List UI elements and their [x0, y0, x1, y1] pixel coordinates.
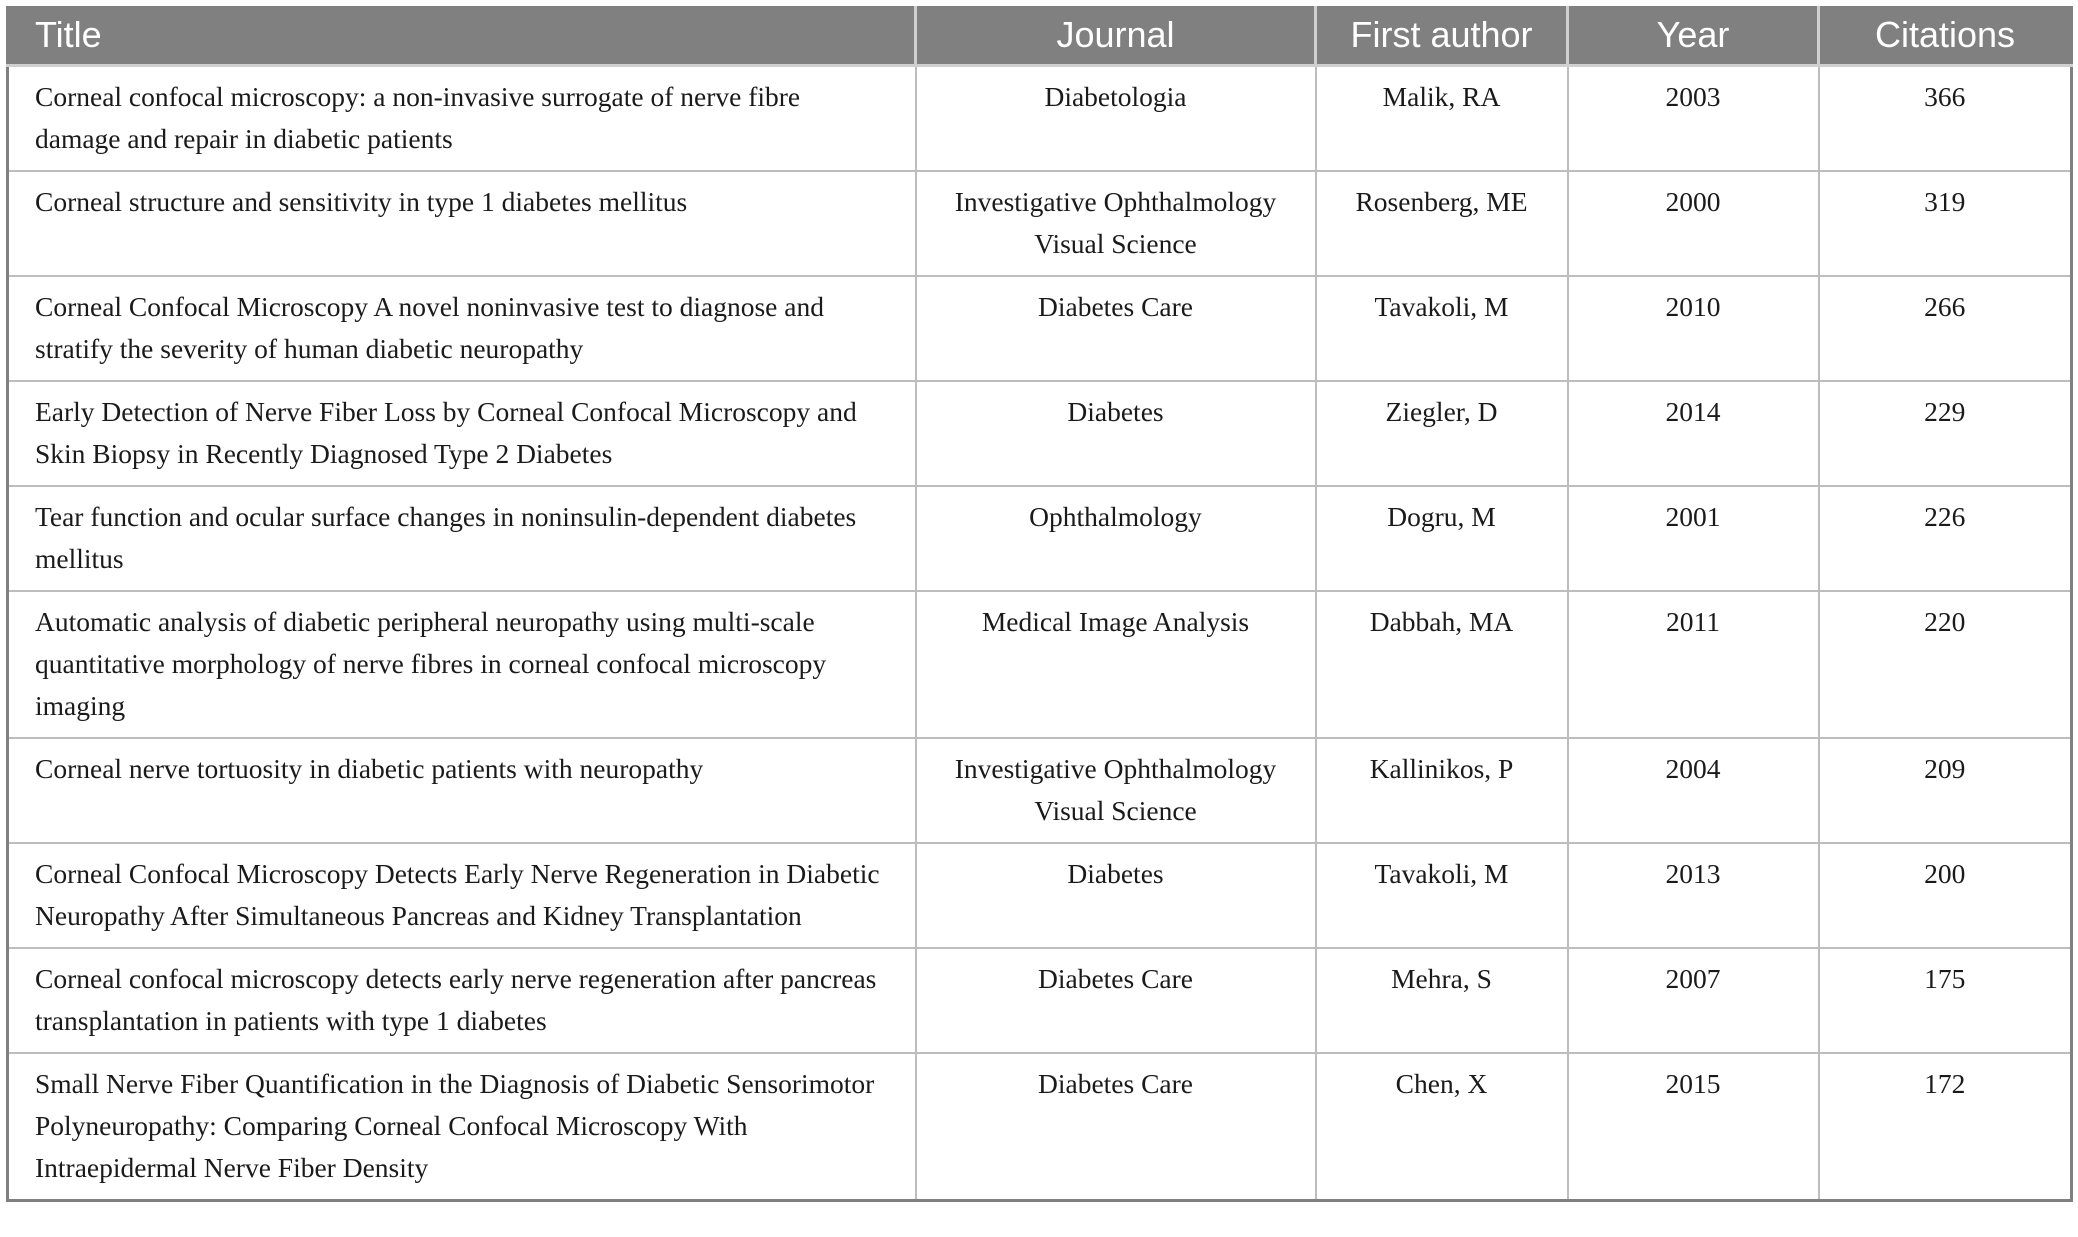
cell-first-author: Kallinikos, P — [1316, 738, 1568, 843]
table-row — [8, 171, 2072, 276]
header-title: Title — [8, 6, 916, 66]
cell-title: Small Nerve Fiber Quantification in the Diagnosis of Diabetic Sensorimotor Polyneuropathy: Comparing Corneal Confocal Microscopy With Intraepidermal Nerve Fiber Density — [8, 1053, 916, 1201]
cell-year: 2014 — [1568, 381, 1819, 486]
cell-title: Corneal Confocal Microscopy Detects Early Nerve Regeneration in Diabetic Neuropathy After Simultaneous Pancreas and Kidney Transplantation — [8, 843, 916, 948]
cell-year: 2010 — [1568, 276, 1819, 381]
cell-year: 2000 — [1568, 171, 1819, 276]
cell-journal: Ophthalmology — [916, 486, 1316, 591]
table-row — [8, 738, 2072, 843]
cell-title: Automatic analysis of diabetic peripheral neuropathy using multi-scale quantitative morphology of nerve fibres in corneal confocal microscopy imaging — [8, 591, 916, 738]
cell-first-author: Chen, X — [1316, 1053, 1568, 1201]
cell-first-author: Tavakoli, M — [1316, 276, 1568, 381]
cell-title: Corneal Confocal Microscopy A novel noninvasive test to diagnose and stratify the severity of human diabetic neuropathy — [8, 276, 916, 381]
citations-table-container — [6, 6, 2070, 1202]
cell-title: Corneal structure and sensitivity in type 1 diabetes mellitus — [8, 171, 916, 276]
cell-journal: Diabetes — [916, 843, 1316, 948]
cell-year: 2003 — [1568, 66, 1819, 172]
cell-citations: 209 — [1819, 738, 2072, 843]
cell-journal: Diabetologia — [916, 66, 1316, 172]
cell-first-author: Tavakoli, M — [1316, 843, 1568, 948]
cell-year: 2011 — [1568, 591, 1819, 738]
table-row — [8, 591, 2072, 738]
cell-journal: Diabetes Care — [916, 276, 1316, 381]
table-body — [8, 66, 2072, 1201]
cell-title: Corneal confocal microscopy: a non-invasive surrogate of nerve fibre damage and repair in diabetic patients — [8, 66, 916, 172]
cell-citations: 229 — [1819, 381, 2072, 486]
cell-journal: Diabetes — [916, 381, 1316, 486]
cell-year: 2001 — [1568, 486, 1819, 591]
cell-year: 2004 — [1568, 738, 1819, 843]
cell-citations: 366 — [1819, 66, 2072, 172]
cell-first-author: Rosenberg, ME — [1316, 171, 1568, 276]
cell-citations: 200 — [1819, 843, 2072, 948]
cell-journal: Medical Image Analysis — [916, 591, 1316, 738]
cell-first-author: Mehra, S — [1316, 948, 1568, 1053]
cell-citations: 172 — [1819, 1053, 2072, 1201]
table-row — [8, 276, 2072, 381]
cell-journal: Diabetes Care — [916, 948, 1316, 1053]
header-journal: Journal — [916, 6, 1316, 66]
cell-first-author: Dogru, M — [1316, 486, 1568, 591]
table-row — [8, 948, 2072, 1053]
cell-title: Corneal confocal microscopy detects early nerve regeneration after pancreas transplantation in patients with type 1 diabetes — [8, 948, 916, 1053]
cell-title: Tear function and ocular surface changes in noninsulin-dependent diabetes mellitus — [8, 486, 916, 591]
cell-journal: Diabetes Care — [916, 1053, 1316, 1201]
cell-title: Corneal nerve tortuosity in diabetic patients with neuropathy — [8, 738, 916, 843]
table-header — [8, 6, 2072, 66]
cell-journal: Investigative Ophthalmology Visual Science — [916, 738, 1316, 843]
table-row — [8, 1053, 2072, 1201]
cell-year: 2015 — [1568, 1053, 1819, 1201]
table-row — [8, 843, 2072, 948]
table-row — [8, 486, 2072, 591]
cell-first-author: Dabbah, MA — [1316, 591, 1568, 738]
cell-citations: 175 — [1819, 948, 2072, 1053]
cell-year: 2007 — [1568, 948, 1819, 1053]
cell-citations: 226 — [1819, 486, 2072, 591]
top-cited-papers-table — [6, 6, 2073, 1202]
table-row — [8, 381, 2072, 486]
header-year: Year — [1568, 6, 1819, 66]
cell-year: 2013 — [1568, 843, 1819, 948]
cell-first-author: Ziegler, D — [1316, 381, 1568, 486]
cell-citations: 266 — [1819, 276, 2072, 381]
cell-title: Early Detection of Nerve Fiber Loss by Corneal Confocal Microscopy and Skin Biopsy in Recently Diagnosed Type 2 Diabetes — [8, 381, 916, 486]
cell-first-author: Malik, RA — [1316, 66, 1568, 172]
cell-citations: 319 — [1819, 171, 2072, 276]
cell-journal: Investigative Ophthalmology Visual Science — [916, 171, 1316, 276]
cell-citations: 220 — [1819, 591, 2072, 738]
header-row — [8, 6, 2072, 66]
header-citations: Citations — [1819, 6, 2072, 66]
header-first-author: First author — [1316, 6, 1568, 66]
table-row — [8, 66, 2072, 172]
